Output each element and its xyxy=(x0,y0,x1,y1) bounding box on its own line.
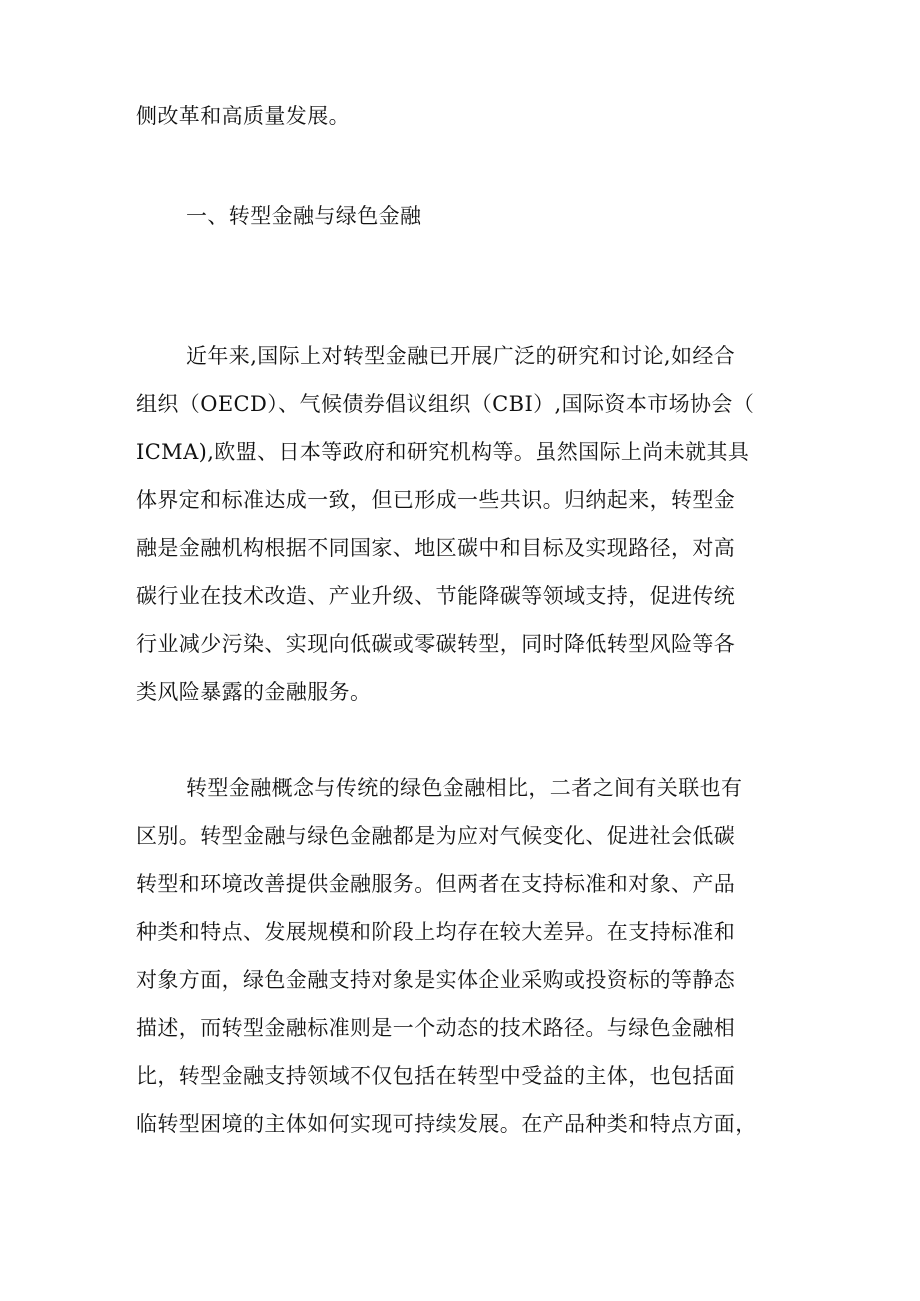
paragraph-line: 近年来,国际上对转型金融已开展广泛的研究和讨论,如经合 xyxy=(186,344,736,368)
paragraph-line: 组织（OECD）、气候债券倡议组织（CBI）,国际资本市场协会（ xyxy=(136,392,755,416)
paragraph-line: 描述，而转型金融标准则是一个动态的技术路径。与绿色金融相 xyxy=(136,1016,736,1040)
paragraph-line: 体界定和标准达成一致，但已形成一些共识。归纳起来，转型金 xyxy=(136,488,736,512)
paragraph-line: 种类和特点、发展规模和阶段上均存在较大差异。在支持标准和 xyxy=(136,920,736,944)
paragraph-line: 区别。转型金融与绿色金融都是为应对气候变化、促进社会低碳 xyxy=(136,824,736,848)
paragraph-line: 行业减少污染、实现向低碳或零碳转型，同时降低转型风险等各 xyxy=(136,632,736,656)
section-heading: 一、转型金融与绿色金融 xyxy=(186,204,422,228)
paragraph-line: 碳行业在技术改造、产业升级、节能降碳等领域支持，促进传统 xyxy=(136,584,736,608)
paragraph-line: 类风险暴露的金融服务。 xyxy=(136,680,372,704)
continuation-text: 侧改革和高质量发展。 xyxy=(136,104,350,128)
paragraph-line: ICMA),欧盟、日本等政府和研究机构等。虽然国际上尚未就其具 xyxy=(136,440,750,464)
paragraph-line: 转型金融概念与传统的绿色金融相比，二者之间有关联也有 xyxy=(186,776,743,800)
paragraph-line: 融是金融机构根据不同国家、地区碳中和目标及实现路径，对高 xyxy=(136,536,736,560)
paragraph-line: 对象方面，绿色金融支持对象是实体企业采购或投资标的等静态 xyxy=(136,968,736,992)
paragraph-line: 比，转型金融支持领域不仅包括在转型中受益的主体，也包括面 xyxy=(136,1064,736,1088)
paragraph-line: 临转型困境的主体如何实现可持续发展。在产品种类和特点方面， xyxy=(136,1112,757,1136)
paragraph-line: 转型和环境改善提供金融服务。但两者在支持标准和对象、产品 xyxy=(136,872,736,896)
